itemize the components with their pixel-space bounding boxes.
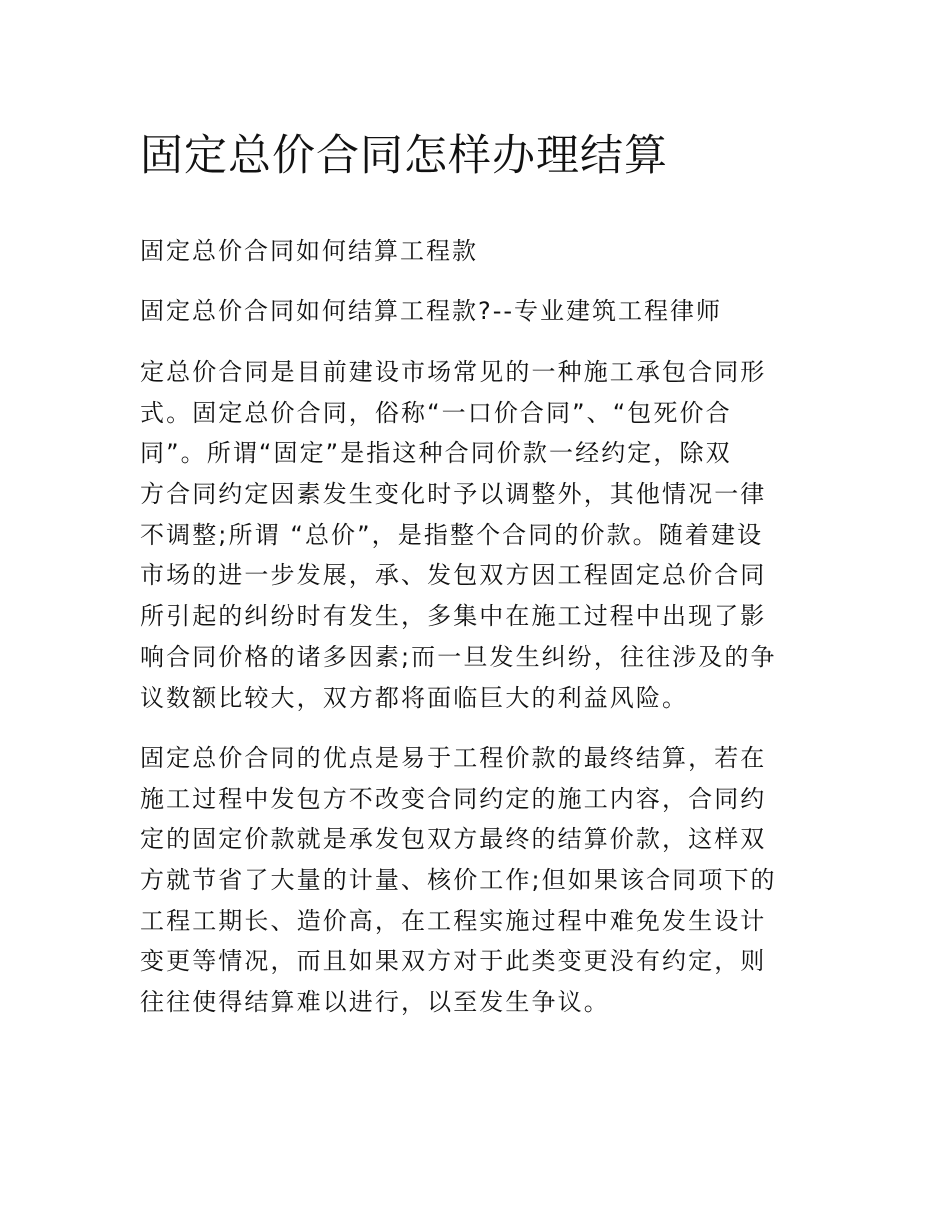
paragraph-introduction bbox=[140, 352, 840, 718]
paragraph-line: 所引起的纠纷时有发生，多集中在施工过程中出现了影 bbox=[140, 602, 767, 631]
paragraph-line: 市场的进一步发展，承、发包双方因工程固定总价合同 bbox=[140, 561, 767, 590]
paragraph-line: 议数额比较大，双方都将面临巨大的利益风险。 bbox=[140, 683, 689, 712]
paragraph-line: 方合同约定因素发生变化时予以调整外，其他情况一律 bbox=[140, 480, 767, 509]
paragraph-line: 不调整;所谓 “总价”，是指整个合同的价款。随着建设 bbox=[140, 520, 764, 549]
paragraph-line: 定总价合同是目前建设市场常见的一种施工承包合同形 bbox=[140, 358, 767, 386]
paragraph-line: 往往使得结算难以进行，以至发生争议。 bbox=[140, 988, 610, 1017]
paragraph-line: 式。固定总价合同，俗称“一口价合同”、“包死价合 bbox=[140, 398, 732, 427]
paragraph-line: 同”。所谓“固定”是指这种合同价款一经约定，除双 bbox=[140, 439, 732, 468]
document-title: 固定总价合同怎样办理结算 bbox=[140, 131, 668, 181]
paragraph-line: 工程工期长、造价高，在工程实施过程中难免发生设计 bbox=[140, 906, 767, 935]
subtitle-heading: 固定总价合同如何结算工程款 bbox=[140, 237, 478, 265]
paragraph-line: 方就节省了大量的计量、核价工作;但如果该合同项下的 bbox=[140, 866, 777, 895]
paragraph-line: 施工过程中发包方不改变合同约定的施工内容，合同约 bbox=[140, 784, 767, 813]
paragraph-line: 固定总价合同的优点是易于工程价款的最终结算，若在 bbox=[140, 744, 767, 772]
paragraph-advantages bbox=[140, 738, 840, 1023]
paragraph-line: 定的固定价款就是承发包双方最终的结算价款，这样双 bbox=[140, 825, 767, 854]
paragraph-line: 变更等情况，而且如果双方对于此类变更没有约定，则 bbox=[140, 947, 767, 976]
subtitle-lawyer-heading: 固定总价合同如何结算工程款?--专业建筑工程律师 bbox=[140, 297, 723, 325]
paragraph-line: 响合同价格的诸多因素;而一旦发生纠纷，往往涉及的争 bbox=[140, 642, 777, 671]
